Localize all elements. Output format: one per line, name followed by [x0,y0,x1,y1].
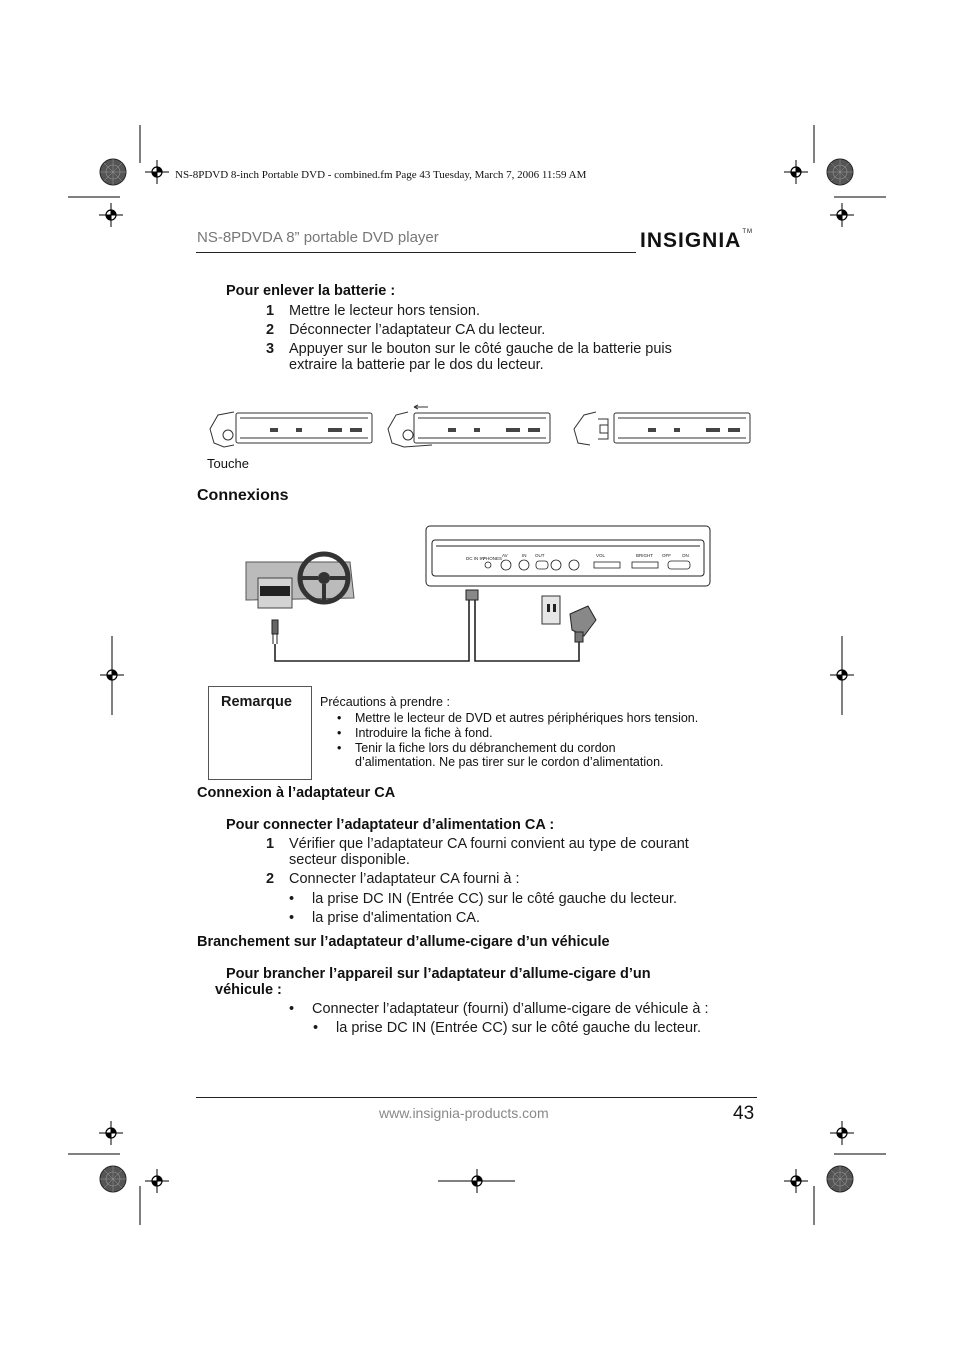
car-bullet-marker: • [289,1001,295,1017]
panel-label-dcin: DC IN 9V [466,556,486,561]
note-item-2: Introduire la fiche à fond. [355,726,493,740]
car-sub-bullet-marker: • [313,1020,319,1036]
battery-removal-illustration [200,395,760,457]
battery-step-1-num: 1 [266,303,275,319]
ac-adapter-heading: Connexion à l’adaptateur CA [197,785,396,801]
ac-bullet-2-marker: • [289,910,295,926]
panel-label-on: ON [682,553,689,558]
battery-heading: Pour enlever la batterie : [226,283,396,299]
page-header-title: NS-8PDVDA 8” portable DVD player [197,229,439,246]
battery-step-2-num: 2 [266,322,275,338]
note-intro: Précautions à prendre : [320,695,450,709]
insignia-logo [640,229,753,253]
page-number: 43 [733,1103,755,1124]
car-bullet: Connecter l’adaptateur (fourni) d’allume-cigare de véhicule à : [312,1001,709,1017]
car-sub-bullet: la prise DC IN (Entrée CC) sur le côté gauche du lecteur. [336,1020,702,1036]
note-bullet-1: • [337,711,342,725]
ac-step-1-num: 1 [266,836,275,852]
car-adapter-subheading-line1: Pour brancher l’appareil sur l’adaptateur d’allume-cigare d’un [226,966,651,982]
note-item-1: Mettre le lecteur de DVD et autres périphériques hors tension. [355,711,699,725]
panel-label-out: OUT [535,553,545,558]
ac-adapter-subheading: Pour connecter l’adaptateur d’alimentation CA : [226,817,555,833]
battery-step-3-num: 3 [266,341,275,357]
ac-step-2-text: Connecter l’adaptateur CA fourni à : [289,871,520,887]
ac-bullet-2: la prise d'alimentation CA. [312,910,480,926]
footer-rule [196,1097,757,1098]
note-item-3-line1: Tenir la fiche lors du débranchement du cordon [355,741,616,755]
panel-label-vol: VOL [596,553,606,558]
note-bullet-3: • [337,741,342,755]
ac-step-2-num: 2 [266,871,275,887]
panel-label-av: AV [502,553,508,558]
footer-url: www.insignia-products.com [379,1105,549,1121]
connexions-heading: Connexions [197,487,289,504]
logo-text: INSIGNIA [640,229,742,252]
battery-step-3-line2: extraire la batterie par le dos du lecteur. [289,357,544,373]
panel-label-phones: PHONES [483,556,503,561]
header-rule [196,252,636,253]
note-item-3-line2: d’alimentation. Ne pas tirer sur le cordon d’alimentation. [355,755,664,769]
note-bullet-2: • [337,726,342,740]
car-adapter-subheading-line2: véhicule : [215,982,282,998]
note-label: Remarque [221,694,292,710]
touche-label: Touche [207,456,249,471]
panel-label-in: IN [522,553,527,558]
ac-bullet-1: la prise DC IN (Entrée CC) sur le côté gauche du lecteur. [312,891,678,907]
battery-step-2-text: Déconnecter l’adaptateur CA du lecteur. [289,322,546,338]
logo-trademark: TM [742,229,754,235]
ac-step-1-line1: Vérifier que l’adaptateur CA fourni convient au type de courant [289,836,689,852]
car-adapter-heading: Branchement sur l’adaptateur d’allume-cigare d’un véhicule [197,934,610,950]
ac-bullet-1-marker: • [289,891,295,907]
battery-step-1-text: Mettre le lecteur hors tension. [289,303,481,319]
battery-step-3-line1: Appuyer sur le bouton sur le côté gauche de la batterie puis [289,341,672,357]
panel-label-off: OFF [662,553,671,558]
connection-diagram [240,520,720,670]
file-info: NS-8PDVD 8-inch Portable DVD - combined.fm Page 43 Tuesday, March 7, 2006 11:59 AM [175,169,587,181]
ac-step-1-line2: secteur disponible. [289,852,410,868]
panel-label-bright: BRIGHT [636,553,654,558]
